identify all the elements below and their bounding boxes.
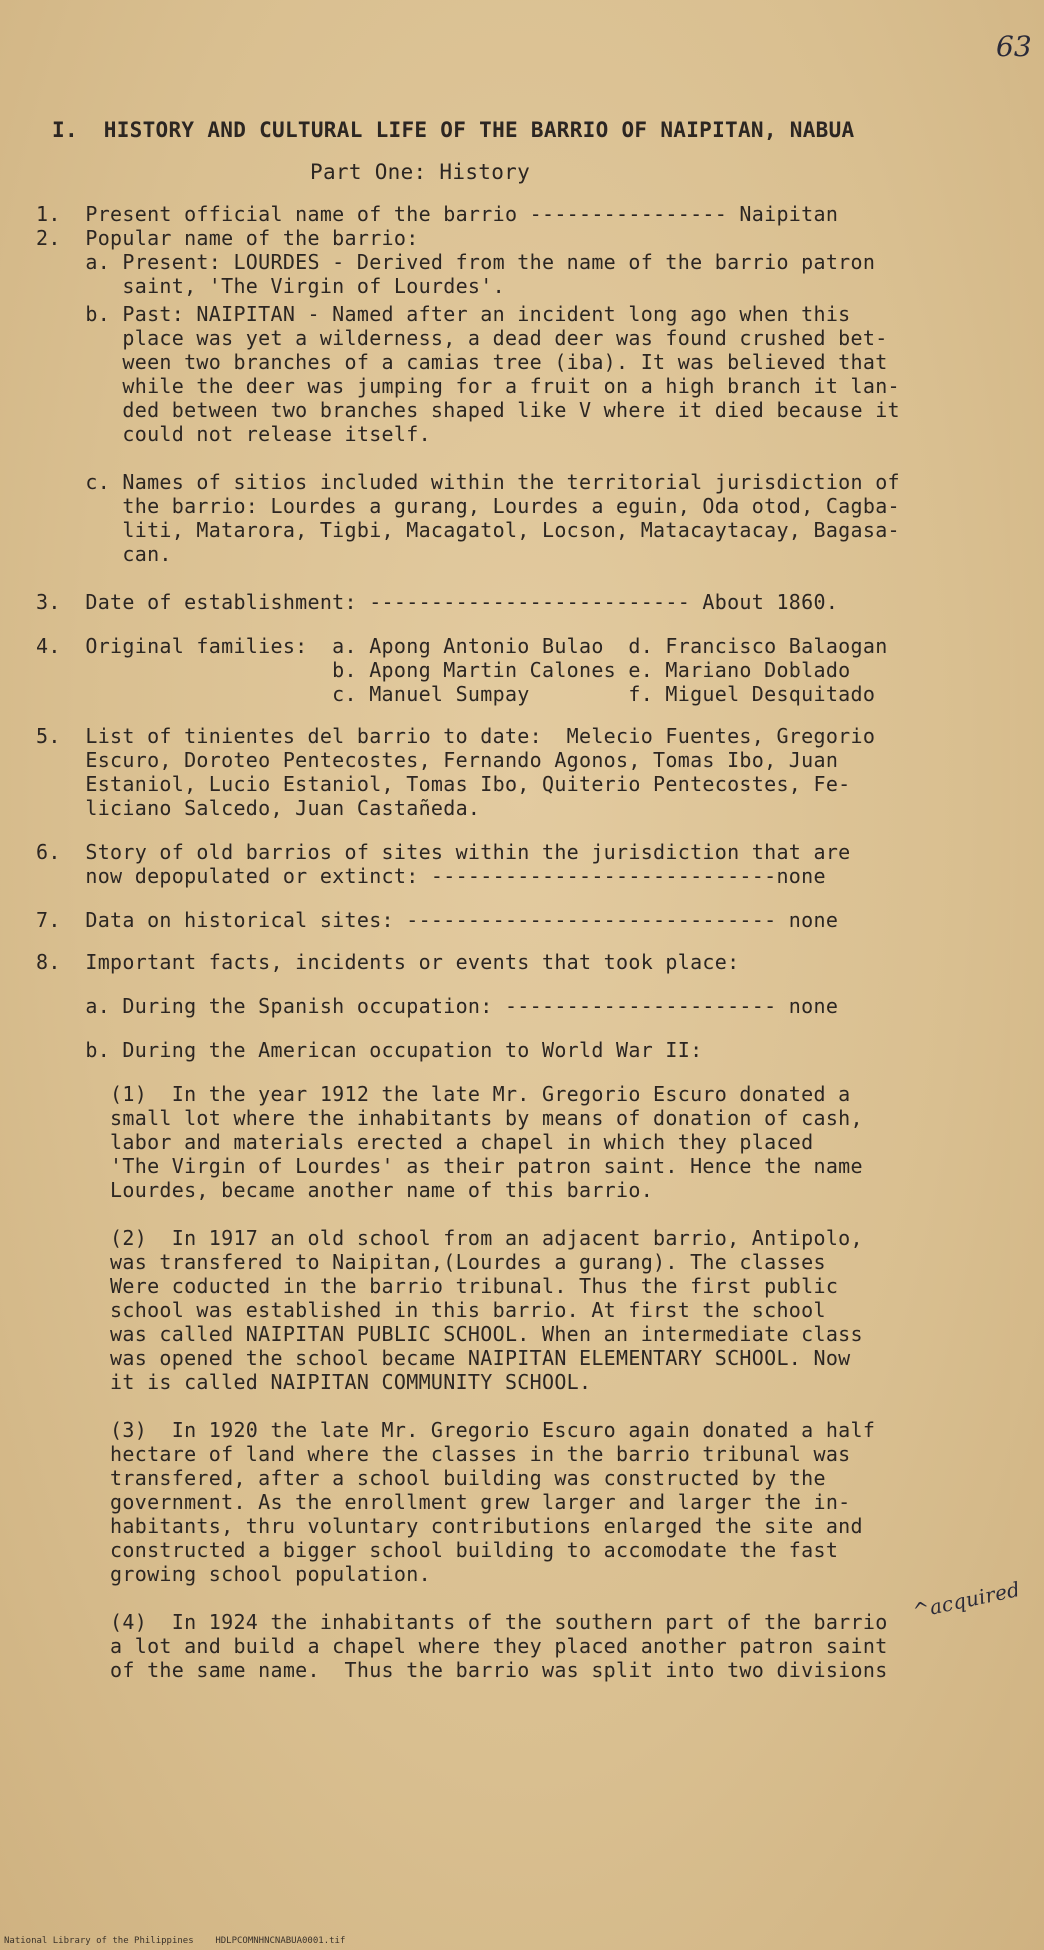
text-line: small lot where the inhabitants by means of donation of cash, — [36, 1106, 863, 1130]
text-line: was called NAIPITAN PUBLIC SCHOOL. When an intermediate class — [36, 1322, 863, 1346]
text-line: a. During the Spanish occupation: ---------------------- none — [36, 994, 839, 1018]
text-line: could not release itself. — [36, 422, 431, 446]
text-line: Escuro, Doroteo Pentecostes, Fernando Agonos, Tomas Ibo, Juan — [36, 748, 839, 772]
text-line: government. As the enrollment grew larger and larger the in- — [36, 1490, 851, 1514]
text-line: hectare of land where the classes in the barrio tribunal was — [36, 1442, 851, 1466]
document-heading: I. HISTORY AND CULTURAL LIFE OF THE BARRIO OF NAIPITAN, NABUA — [52, 118, 855, 142]
text-line: school was established in this barrio. At first the school — [36, 1298, 826, 1322]
text-line: (3) In 1920 the late Mr. Gregorio Escuro again donated a half — [36, 1418, 876, 1442]
text-line: constructed a bigger school building to accomodate the fast — [36, 1538, 839, 1562]
text-line: growing school population. — [36, 1562, 431, 1586]
text-line: 7. Data on historical sites: ------------------------------ none — [36, 908, 839, 932]
text-line: liti, Matarora, Tigbi, Macagatol, Locson, Matacaytacay, Bagasa- — [36, 518, 900, 542]
text-line: transfered, after a school building was constructed by the — [36, 1466, 826, 1490]
text-line: 8. Important facts, incidents or events that took place: — [36, 950, 740, 974]
text-line: 3. Date of establishment: -------------------------- About 1860. — [36, 590, 839, 614]
text-line: a lot and build a chapel where they placed another patron saint — [36, 1634, 888, 1658]
part-title: Part One: History — [310, 160, 531, 184]
text-line: Estaniol, Lucio Estaniol, Tomas Ibo, Quiterio Pentecostes, Fe- — [36, 772, 851, 796]
text-line: (4) In 1924 the inhabitants of the southern part of the barrio — [36, 1610, 888, 1634]
text-line: ded between two branches shaped like V where it died because it — [36, 398, 900, 422]
text-line: liciano Salcedo, Juan Castañeda. — [36, 796, 481, 820]
text-line: place was yet a wilderness, a dead deer was found crushed bet- — [36, 326, 888, 350]
text-line: 4. Original families: a. Apong Antonio Bulao d. Francisco Balaogan — [36, 634, 888, 658]
text-line: 1. Present official name of the barrio ---------------- Naipitan — [36, 202, 839, 226]
text-line: saint, 'The Virgin of Lourdes'. — [36, 274, 505, 298]
text-line: 2. Popular name of the barrio: — [36, 226, 419, 250]
text-line: b. During the American occupation to World War II: — [36, 1038, 703, 1062]
text-line: was opened the school became NAIPITAN ELEMENTARY SCHOOL. Now — [36, 1346, 851, 1370]
text-line: the barrio: Lourdes a gurang, Lourdes a eguin, Oda otod, Cagba- — [36, 494, 900, 518]
text-line: b. Past: NAIPITAN - Named after an incident long ago when this — [36, 302, 851, 326]
text-line: Were coducted in the barrio tribunal. Thus the first public — [36, 1274, 839, 1298]
text-line: it is called NAIPITAN COMMUNITY SCHOOL. — [36, 1370, 592, 1394]
text-line: 'The Virgin of Lourdes' as their patron saint. Hence the name — [36, 1154, 863, 1178]
text-line: (1) In the year 1912 the late Mr. Gregorio Escuro donated a — [36, 1082, 851, 1106]
page-number: 63 — [996, 30, 1032, 63]
text-line: of the same name. Thus the barrio was split into two divisions — [36, 1658, 888, 1682]
text-line: Lourdes, became another name of this barrio. — [36, 1178, 654, 1202]
text-line: c. Manuel Sumpay f. Miguel Desquitado — [36, 682, 876, 706]
text-line: (2) In 1917 an old school from an adjacent barrio, Antipolo, — [36, 1226, 863, 1250]
text-line: was transfered to Naipitan,(Lourdes a gurang). The classes — [36, 1250, 826, 1274]
text-line: ween two branches of a camias tree (iba). It was believed that — [36, 350, 888, 374]
handwritten-insert: ^acquired — [910, 1576, 1023, 1624]
text-line: labor and materials erected a chapel in which they placed — [36, 1130, 814, 1154]
text-line: 5. List of tinientes del barrio to date: Melecio Fuentes, Gregorio — [36, 724, 876, 748]
text-line: can. — [36, 542, 172, 566]
text-line: c. Names of sitios included within the territorial jurisdiction of — [36, 470, 900, 494]
text-line: 6. Story of old barrios of sites within the jurisdiction that are — [36, 840, 851, 864]
text-line: habitants, thru voluntary contributions enlarged the site and — [36, 1514, 863, 1538]
text-line: while the deer was jumping for a fruit on a high branch it lan- — [36, 374, 900, 398]
text-line: b. Apong Martin Calones e. Mariano Doblado — [36, 658, 851, 682]
text-line: now depopulated or extinct: ----------------------------none — [36, 864, 826, 888]
archive-footer: National Library of the Philippines HDLPCOMNHNCNABUA0001.tif — [4, 1936, 346, 1946]
text-line: a. Present: LOURDES - Derived from the name of the barrio patron — [36, 250, 876, 274]
